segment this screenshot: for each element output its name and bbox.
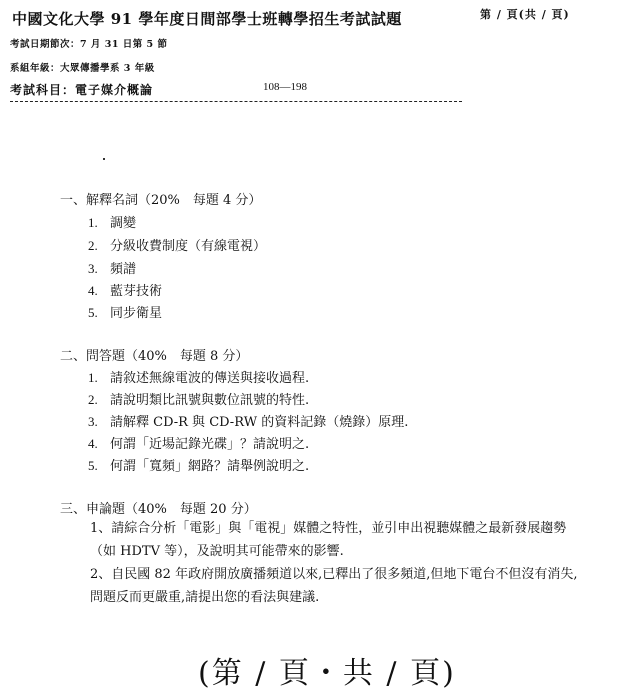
section-2-heading: 二、問答題（40% 每題 8 分） (60, 349, 249, 364)
essay-question-2: 2、自民國 82 年政府開放廣播頻道以來,已釋出了很多頻道,但地下電台不但沒有消失,問題反而更嚴重,請提出您的看法與建議. (90, 567, 578, 605)
item-number: 1. (88, 370, 98, 385)
item-text: 何謂「近場記錄光碟」？請說明之. (110, 437, 310, 452)
item-text: 藍芽技術 (110, 284, 163, 299)
list-item (88, 411, 408, 430)
item-number: 2. (88, 238, 98, 253)
list-item (88, 280, 162, 299)
item-text: 頻譜 (110, 262, 137, 277)
list-item (88, 235, 266, 254)
section-3-heading: 三、申論題（40% 每題 20 分） (60, 502, 257, 517)
list-item (88, 212, 136, 231)
list-item (88, 455, 309, 474)
item-text: 請說明類比訊號與數位訊號的特性. (110, 393, 310, 408)
list-item (88, 258, 136, 277)
stray-dot (103, 158, 105, 160)
item-text: 調變 (110, 216, 137, 231)
exam-subject: 考試科目：電子媒介概論 (10, 83, 154, 97)
page-info: 第 / 頁(共 / 頁) (480, 8, 570, 21)
item-number: 2. (88, 392, 98, 407)
exam-time: 考試日期節次：7 月 31 日第 5 節 (10, 39, 168, 50)
essay-question-1: 1、請綜合分析「電影」與「電視」媒體之特性，並引申出視聽媒體之最新發展趨勢（如 HDTV 等），及說明其可能帶來的影響. (90, 521, 567, 559)
list-item (88, 367, 309, 386)
exam-title: 中國文化大學 91 學年度日間部學士班轉學招生考試試題 (12, 10, 402, 28)
item-number: 1. (88, 215, 98, 230)
item-number: 3. (88, 414, 98, 429)
section-1-heading: 一、解釋名詞（20% 每題 4 分） (60, 193, 262, 208)
department: 系組年級：大眾傳播學系 3 年級 (10, 63, 155, 74)
item-number: 5. (88, 458, 98, 473)
item-number: 5. (88, 305, 98, 320)
item-number: 4. (88, 436, 98, 451)
footer-page-mark: (第 / 頁・共 / 頁) (198, 656, 456, 691)
item-text: 分級收費制度（有線電視） (110, 239, 267, 254)
exam-code: 108—198 (263, 81, 307, 93)
list-item (88, 433, 309, 452)
item-text: 同步衛星 (110, 306, 163, 321)
item-number: 4. (88, 283, 98, 298)
list-item (88, 389, 309, 408)
item-text: 何謂「寬頻」網路？請舉例說明之. (110, 459, 310, 474)
list-item (88, 302, 162, 321)
header-divider (10, 101, 462, 102)
item-text: 請敘述無線電波的傳送與接收過程. (110, 371, 310, 386)
item-number: 3. (88, 261, 98, 276)
item-text: 請解釋 CD-R 與 CD-RW 的資料記錄（燒錄）原理. (110, 415, 409, 430)
